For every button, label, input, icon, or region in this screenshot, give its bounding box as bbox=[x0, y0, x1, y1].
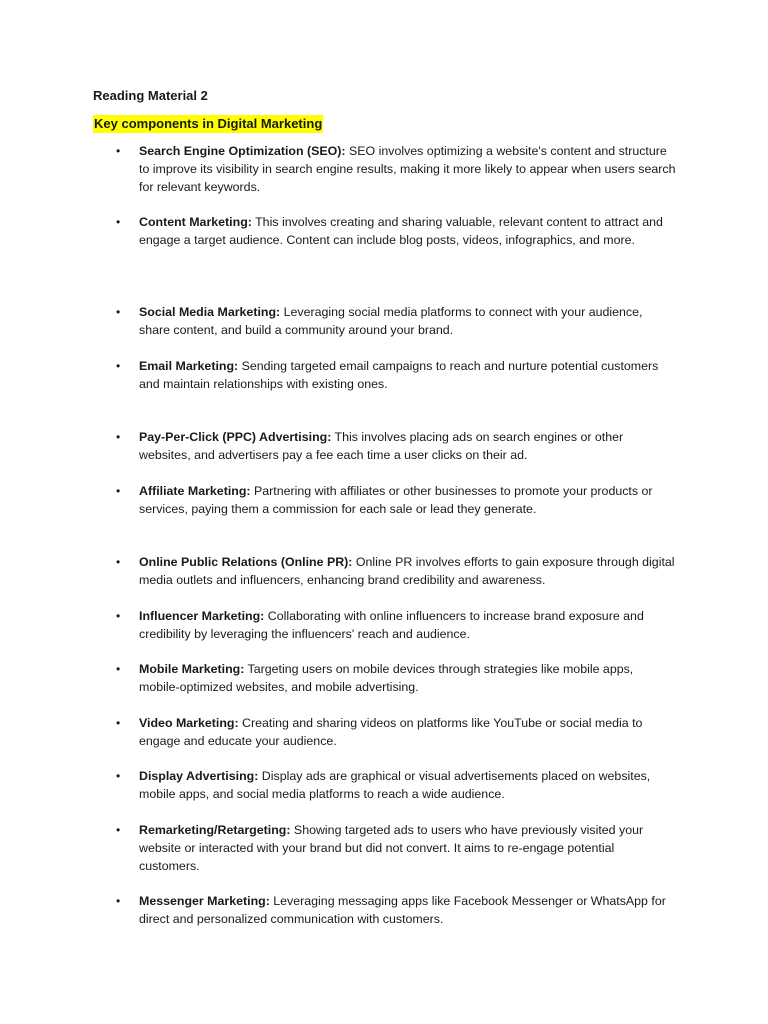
list-item bbox=[116, 661, 676, 697]
list-item bbox=[116, 768, 676, 804]
item-description: Leveraging messaging apps like Facebook Messenger or WhatsApp for direct and personalized communication with customers. bbox=[139, 894, 666, 926]
item-term: Social Media Marketing: bbox=[139, 305, 281, 319]
item-description: Collaborating with online influencers to increase brand exposure and credibility by leveraging the influencers' reach and audience. bbox=[139, 609, 644, 641]
bullet-icon: • bbox=[116, 430, 121, 444]
item-description: This involves creating and sharing valuable, relevant content to attract and engage a target audience. Content can include blog posts, videos, infographics, and more. bbox=[139, 215, 663, 247]
item-description: Showing targeted ads to users who have previously visited your website or interacted with your brand but did not convert. It aims to re-engage potential customers. bbox=[139, 823, 644, 873]
list-item bbox=[116, 304, 676, 340]
item-description: Sending targeted email campaigns to reach and nurture potential customers and maintain relationships with existing ones. bbox=[139, 359, 659, 391]
item-term: Video Marketing: bbox=[139, 716, 239, 730]
item-description: Leveraging social media platforms to connect with your audience, share content, and build a community around your brand. bbox=[139, 305, 643, 337]
item-term: Online Public Relations (Online PR): bbox=[139, 555, 353, 569]
list-item bbox=[116, 143, 676, 196]
item-term: Display Advertising: bbox=[139, 769, 259, 783]
bullet-icon: • bbox=[116, 716, 121, 730]
bullet-icon: • bbox=[116, 359, 121, 373]
document-title: Reading Material 2 bbox=[93, 88, 208, 103]
item-description: Creating and sharing videos on platforms like YouTube or social media to engage and educate your audience. bbox=[139, 716, 643, 748]
bullet-icon: • bbox=[116, 555, 121, 569]
list-item bbox=[116, 358, 676, 394]
list-item bbox=[116, 483, 676, 519]
bullet-icon: • bbox=[116, 215, 121, 229]
list-item bbox=[116, 214, 676, 250]
bullet-icon: • bbox=[116, 823, 121, 837]
list-item bbox=[116, 554, 676, 590]
item-description: Online PR involves efforts to gain exposure through digital media outlets and influencers, enhancing brand credibility and awareness. bbox=[139, 555, 675, 587]
list-item bbox=[116, 608, 676, 644]
bullet-icon: • bbox=[116, 609, 121, 623]
item-description: Targeting users on mobile devices through strategies like mobile apps, mobile-optimized websites, and mobile advertising. bbox=[139, 662, 634, 694]
item-term: Content Marketing: bbox=[139, 215, 252, 229]
item-term: Affiliate Marketing: bbox=[139, 484, 251, 498]
section-heading: Key components in Digital Marketing bbox=[94, 116, 323, 131]
item-description: Display ads are graphical or visual advertisements placed on websites, mobile apps, and social media platforms to reach a wide audience. bbox=[139, 769, 651, 801]
bullet-icon: • bbox=[116, 769, 121, 783]
item-term: Pay-Per-Click (PPC) Advertising: bbox=[139, 430, 332, 444]
list-item bbox=[116, 429, 676, 465]
item-term: Email Marketing: bbox=[139, 359, 239, 373]
bullet-icon: • bbox=[116, 894, 121, 908]
list-item bbox=[116, 893, 676, 929]
item-description: Partnering with affiliates or other businesses to promote your products or services, paying them a commission for each sale or lead they generate. bbox=[139, 484, 653, 516]
list-item bbox=[116, 822, 676, 875]
bullet-icon: • bbox=[116, 144, 121, 158]
item-term: Search Engine Optimization (SEO): bbox=[139, 144, 346, 158]
bullet-icon: • bbox=[116, 662, 121, 676]
item-description: This involves placing ads on search engines or other websites, and advertisers pay a fee each time a user clicks on their ad. bbox=[139, 430, 624, 462]
item-term: Remarketing/Retargeting: bbox=[139, 823, 291, 837]
item-description: SEO involves optimizing a website's content and structure to improve its visibility in search engine results, making it more likely to appear when users search for relevant keywords. bbox=[139, 144, 676, 194]
bullet-icon: • bbox=[116, 305, 121, 319]
bullet-icon: • bbox=[116, 484, 121, 498]
item-term: Messenger Marketing: bbox=[139, 894, 270, 908]
item-term: Influencer Marketing: bbox=[139, 609, 265, 623]
list-item bbox=[116, 715, 676, 751]
item-term: Mobile Marketing: bbox=[139, 662, 245, 676]
